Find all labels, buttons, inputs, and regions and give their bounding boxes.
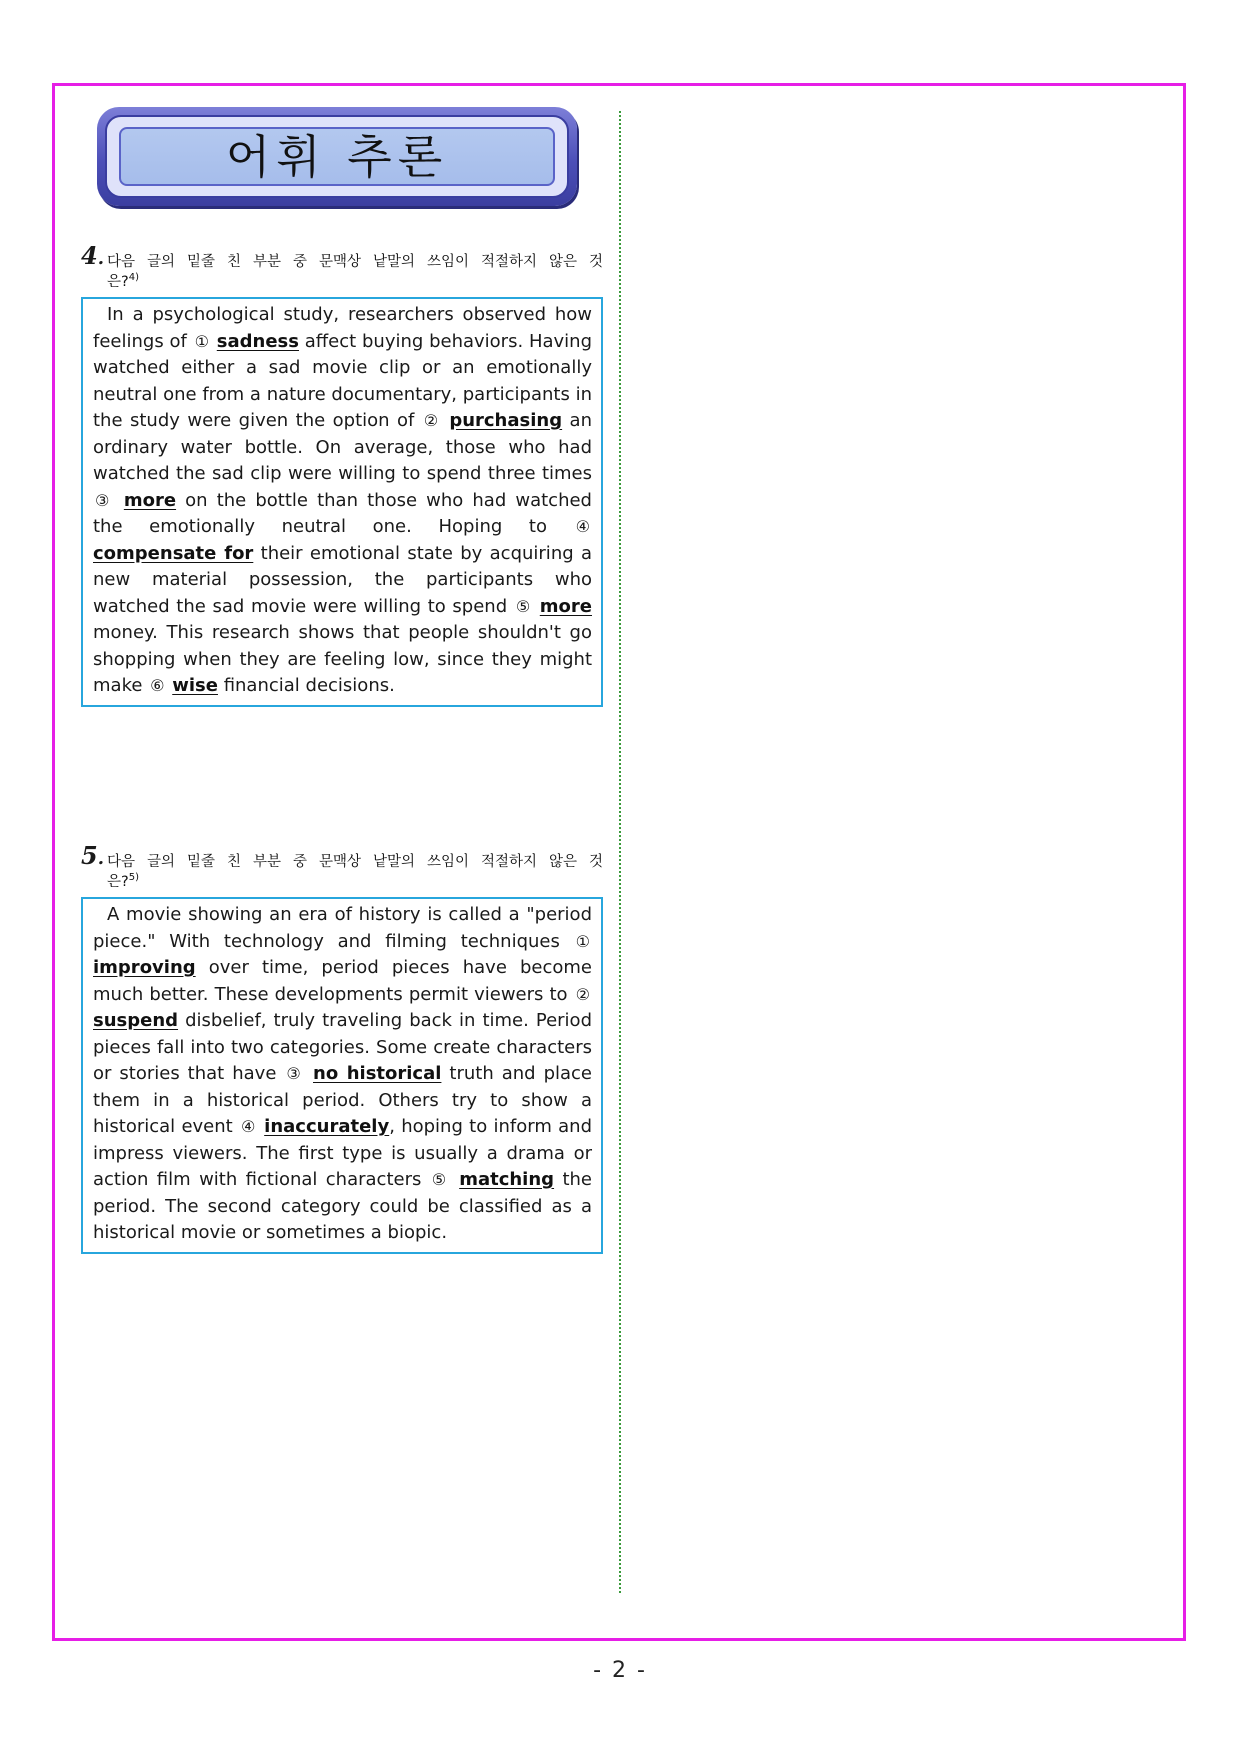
question-number: 5.	[81, 841, 104, 870]
underlined-word: more	[539, 595, 592, 617]
underlined-word: more	[123, 489, 177, 511]
passage-text: money. This research shows that people shouldn't go shopping when they are feeling low, since they might make	[93, 622, 592, 696]
underlined-word: suspend	[93, 1010, 179, 1031]
column-divider	[619, 111, 621, 1593]
passage-text: affect buying behaviors. Having watched either a sad movie clip or an emotionally neutral one from a nature documentary, participants in the study were given the option of	[93, 330, 593, 431]
passage-text: an ordinary water bottle. On average, those who had watched the sad clip were willing to spend three times	[93, 410, 592, 484]
page-number: - 2 -	[593, 1658, 647, 1683]
choice-marker: ⑥	[150, 676, 165, 695]
choice-marker: ②	[575, 984, 590, 1004]
question-prompt: 다음 글의 밑줄 친 부분 중 문맥상 낱말의 쓰임이 적절하지 않은 것은?$^{4)}$	[107, 254, 603, 290]
underlined-word: no historical	[313, 1063, 442, 1084]
choice-marker: ③	[95, 490, 113, 510]
passage-text: the period. The second category could be classified as a historical movie or sometimes a biopic.	[93, 1169, 592, 1243]
underlined-word: inaccurately	[264, 1116, 390, 1137]
underlined-word: sadness	[216, 330, 299, 352]
passage-text: financial decisions.	[217, 675, 395, 696]
passage-box	[81, 897, 603, 1254]
choice-marker: ④	[241, 1117, 256, 1136]
choice-marker: ④	[575, 517, 590, 536]
question-5	[81, 841, 603, 1254]
passage-text: their emotional state by acquiring a new material possession, the participants who watched the sad movie were willing to spend	[93, 542, 592, 617]
section-title: 어휘 추론	[225, 129, 449, 184]
underlined-word: matching	[459, 1169, 555, 1190]
question-header	[81, 241, 603, 292]
underlined-word: improving	[93, 957, 196, 978]
banner-panel	[119, 127, 555, 186]
banner-frame	[105, 115, 569, 198]
underlined-word: compensate for	[93, 542, 254, 564]
choice-marker: ⑤	[431, 1170, 449, 1189]
question-prompt: 다음 글의 밑줄 친 부분 중 문맥상 낱말의 쓰임이 적절하지 않은 것은?$^{5)}$	[107, 854, 603, 890]
passage-text: on the bottle than those who had watched the emotionally neutral one. Hoping to	[93, 489, 592, 537]
choice-marker: ①	[575, 931, 590, 951]
choice-marker: ②	[423, 411, 440, 430]
footnote-ref: 4)	[128, 272, 139, 284]
passage-text: truth and place them in a historical period. Others try to show a historical event	[93, 1063, 593, 1137]
underlined-word: wise	[172, 675, 218, 696]
underlined-word: purchasing	[449, 410, 563, 431]
passage-text: , hoping to inform and impress viewers. The first type is usually a drama or action film with fictional characters	[93, 1116, 592, 1190]
section-banner	[97, 107, 577, 206]
question-header	[81, 841, 603, 892]
footnote-ref: 5)	[128, 872, 139, 884]
passage-text: In a psychological study, researchers observed how feelings of	[93, 304, 592, 352]
question-4	[81, 241, 603, 707]
choice-marker: ⑤	[515, 596, 532, 616]
passage-box	[81, 297, 603, 707]
choice-marker: ①	[194, 331, 209, 351]
question-number: 4.	[81, 241, 104, 270]
passage-text: disbelief, truly traveling back in time. Period pieces fall into two categories. Some create characters or stories that have	[93, 1010, 592, 1084]
passage-text: A movie showing an era of history is called a "period piece." With technology and filming techniques	[93, 904, 592, 952]
choice-marker: ③	[286, 1064, 303, 1083]
passage-text: over time, period pieces have become much better. These developments permit viewers to	[93, 957, 592, 1005]
